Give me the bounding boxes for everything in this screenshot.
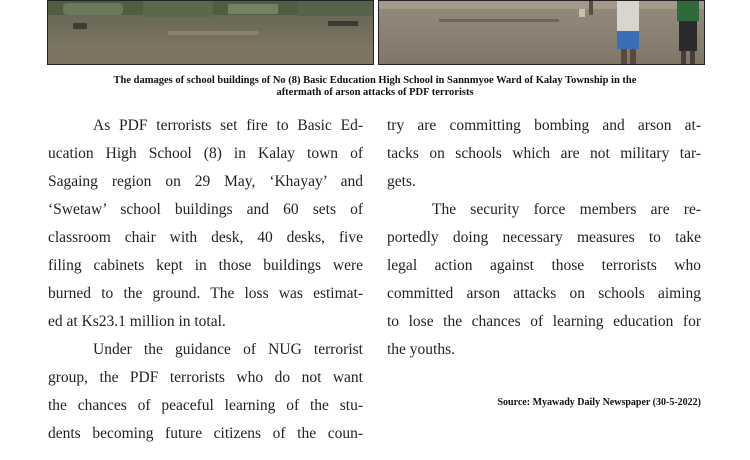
photo-caption (47, 75, 703, 99)
photo-school-damage-right (378, 0, 705, 65)
article-line: ucation High School (8) in Kalay town of (48, 145, 363, 162)
article-line: portedly doing necessary measures to take (387, 229, 701, 246)
photo-strip (47, 0, 703, 65)
caption-line-1: The damages of school buildings of No (8) Basic Education High School in Sannmyoe Ward of Kalay Township in the (113, 75, 637, 86)
article-line: group, the PDF terrorists who do not want (48, 369, 363, 386)
photo-school-damage-left (47, 0, 374, 65)
article-line: filing cabinets kept in those buildings were (48, 257, 363, 274)
caption-line-2: aftermath of arson attacks of PDF terrorists (276, 87, 474, 98)
article-line: The security force members are re- (432, 201, 701, 218)
source-credit: Source: Myawady Daily Newspaper (30-5-2022) (497, 397, 701, 408)
article-line: committed arson attacks on schools aiming (387, 285, 701, 302)
article-column-left (48, 112, 363, 448)
article-line: the chances of peaceful learning of the stu- (48, 397, 363, 414)
article-line: As PDF terrorists set fire to Basic Ed- (93, 117, 363, 134)
article-line: legal action against those terrorists who (387, 257, 701, 274)
article-line: burned to the ground. The loss was estimat- (48, 285, 363, 302)
article-line: gets. (387, 173, 416, 190)
article-line: ed at Ks23.1 million in total. (48, 313, 226, 330)
article-line: tacks on schools which are not military tar- (387, 145, 701, 162)
article-line: Under the guidance of NUG terrorist (93, 341, 363, 358)
article-line: to lose the chances of learning education for (387, 313, 701, 330)
article-column-right (387, 112, 701, 364)
article-line: Sagaing region on 29 May, ‘Khayay’ and (48, 173, 363, 190)
article-line: try are committing bombing and arson at- (387, 117, 701, 134)
article-line: ‘Swetaw’ school buildings and 60 sets of (48, 201, 363, 218)
article-line: dents becoming future citizens of the coun- (48, 425, 363, 442)
article-line: the youths. (387, 341, 456, 358)
article-line: classroom chair with desk, 40 desks, five (48, 229, 363, 246)
